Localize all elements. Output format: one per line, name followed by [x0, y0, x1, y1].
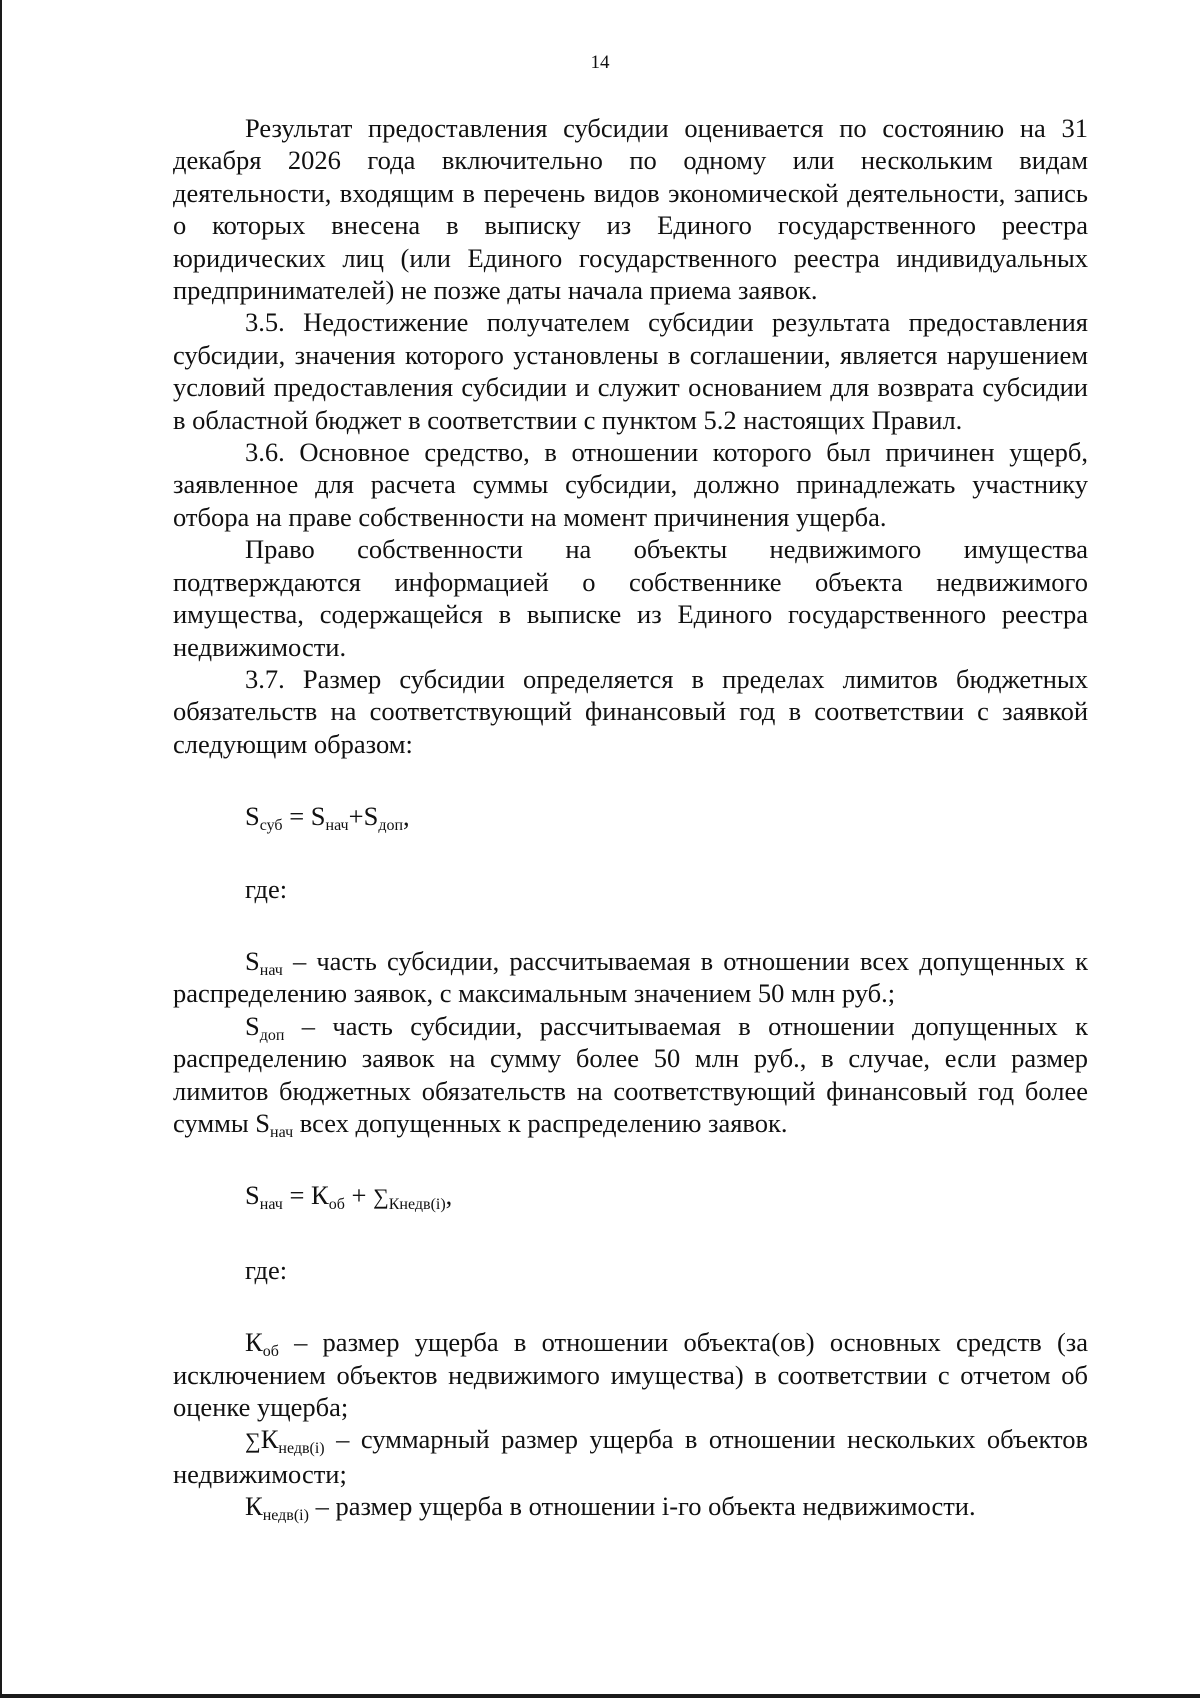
where-label-1: где:: [245, 873, 288, 904]
paragraph-3-6: 3.6. Основное средство, в отношении которого был причинен ущерб, заявленное для расчета суммы субсидии, должно принадлежать участнику отбора на праве собственности на момент причинения ущерба.: [173, 437, 1088, 532]
scan-bottom-edge: [0, 1694, 1200, 1698]
paragraph-3-5: 3.5. Недостижение получателем субсидии результата предоставления субсидии, значения которого установлены в соглашении, является нарушением условий предоставления субсидии и служит основанием для возврата субсидии в областной бюджет в соответствии с пунктом 5.2 настоящих Правил.: [173, 307, 1088, 435]
scan-left-edge: [0, 0, 2, 1698]
definition-s-nach: $S_{нач}$ – часть субсидии, рассчитываемая в отношении всех допущенных к распределению заявок, с максимальным значением 50 млн руб.;: [173, 945, 1088, 1009]
document-body: [173, 112, 1088, 1523]
formula-s-nach: $S_{нач} = К_{об} + \sum_{Кнедв(i)}$,: [245, 1180, 453, 1214]
paragraph-ownership: Право собственности на объекты недвижимого имущества подтверждаются информацией о собственнике объекта недвижимого имущества, содержащейся в выписке из Единого государственного реестра недвижимости.: [173, 534, 1088, 662]
page-number: 14: [590, 52, 610, 73]
definition-sum-k-nedv: $\sum К_{недв(i)}$ – суммарный размер ущерба в отношении нескольких объектов недвижимости;: [173, 1424, 1088, 1489]
definition-k-ob: $К_{об}$ – размер ущерба в отношении объекта(ов) основных средств (за исключением объектов недвижимого имущества) в соответствии с отчетом об оценке ущерба;: [173, 1327, 1088, 1422]
where-label-2: где:: [245, 1254, 288, 1285]
formula-s-sub: $S_{суб} = S_{нач}+S_{доп}$,: [245, 801, 410, 835]
definition-k-nedv: $К_{недв(i)}$ – размер ущерба в отношении i-го объекта недвижимости.: [245, 1491, 976, 1525]
paragraph-result: Результат предоставления субсидии оценивается по состоянию на 31 декабря 2026 года включительно по одному или нескольким видам деятельности, входящим в перечень видов экономической деятельности, запись о которых внесена в выписку из Единого государственного реестра юридических лиц (или Единого государственного реестра индивидуальных предпринимателей) не позже даты начала приема заявок.: [173, 113, 1088, 306]
paragraph-3-7: 3.7. Размер субсидии определяется в пределах лимитов бюджетных обязательств на соответствующий финансовый год в соответствии с заявкой следующим образом:: [173, 663, 1088, 759]
definition-s-dop: $S_{доп}$ – часть субсидии, рассчитываемая в отношении допущенных к распределению заявок на сумму более 50 млн руб., в случае, если размер лимитов бюджетных обязательств на соответствующий финансовый год более суммы $S_{нач}$ всех допущенных к распределению заявок.: [173, 1010, 1088, 1141]
